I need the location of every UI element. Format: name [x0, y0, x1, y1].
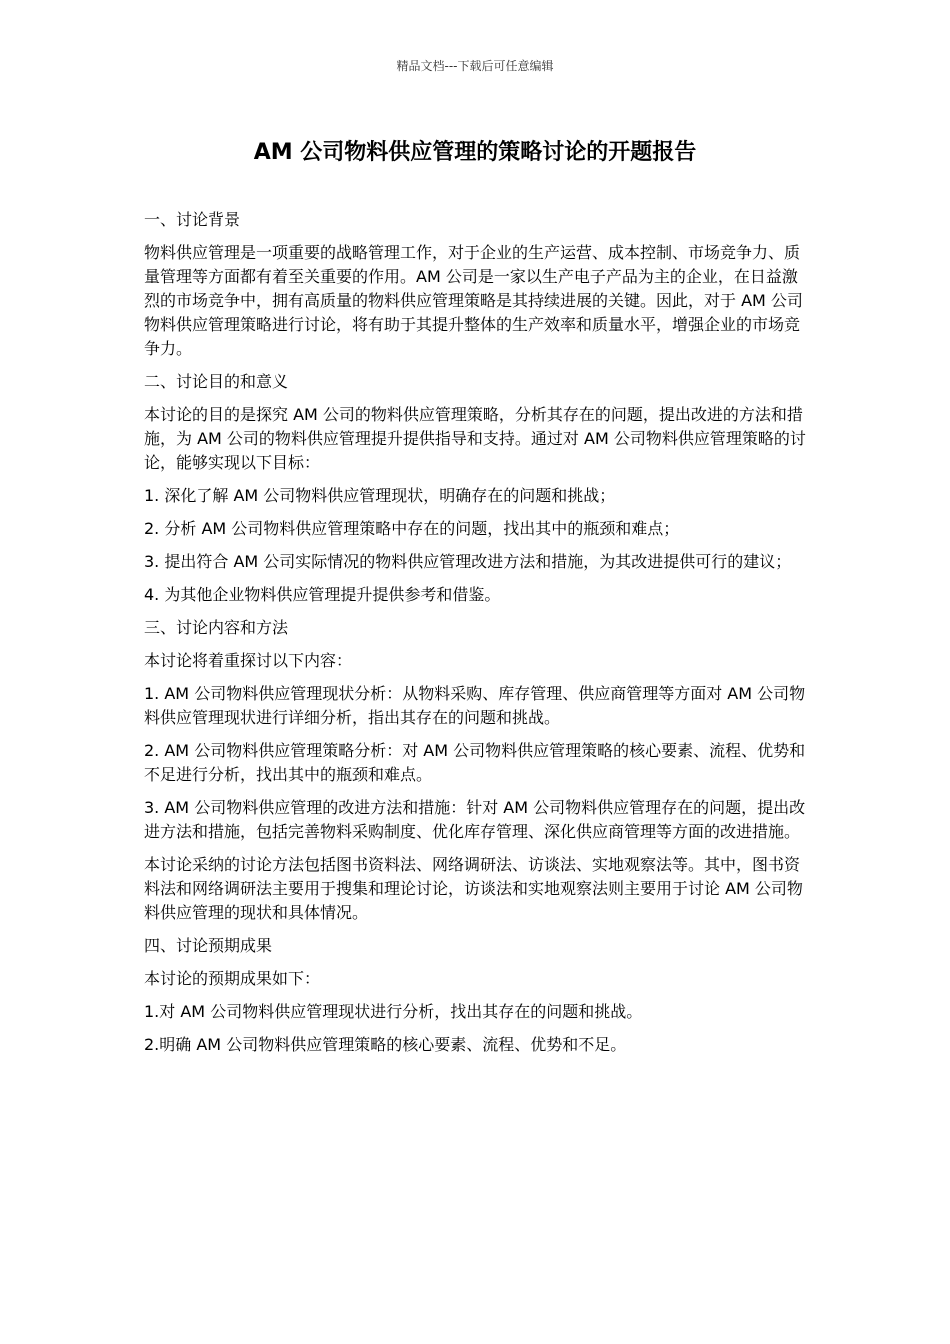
list-item-outcome-1: 1.对 AM 公司物料供应管理现状进行分析，找出其存在的问题和挑战。: [144, 1002, 643, 1021]
paragraph-methods: 本讨论采纳的讨论方法包括图书资料法、网络调研法、访谈法、实地观察法等。其中，图书资料法和网络调研法主要用于搜集和理论讨论，访谈法和实地观察法则主要用于讨论 AM 公司物料供应管理的现状和具体情况。: [144, 855, 803, 922]
list-item-goal-3: 3. 提出符合 AM 公司实际情况的物料供应管理改进方法和措施，为其改进提供可行的建议；: [144, 552, 792, 571]
list-item-goal-4: 4. 为其他企业物料供应管理提升提供参考和借鉴。: [144, 585, 501, 604]
list-item-outcome-2: 2.明确 AM 公司物料供应管理策略的核心要素、流程、优势和不足。: [144, 1035, 627, 1054]
list-item-content-1: 1. AM 公司物料供应管理现状分析：从物料采购、库存管理、供应商管理等方面对 AM 公司物料供应管理现状进行详细分析，指出其存在的问题和挑战。: [144, 684, 806, 727]
list-item-goal-1: 1. 深化了解 AM 公司物料供应管理现状，明确存在的问题和挑战；: [144, 486, 616, 505]
paragraph-outcomes-intro: 本讨论的预期成果如下：: [144, 969, 321, 988]
paragraph-content-intro: 本讨论将着重探讨以下内容：: [144, 651, 353, 670]
section-heading-purpose: 二、讨论目的和意义: [144, 372, 289, 391]
document-body: [144, 208, 808, 1066]
list-item-content-3: 3. AM 公司物料供应管理的改进方法和措施：针对 AM 公司物料供应管理存在的问题，提出改进方法和措施，包括完善物料采购制度、优化库存管理、深化供应商管理等方面的改进措施。: [144, 798, 806, 841]
section-heading-content-method: 三、讨论内容和方法: [144, 618, 289, 637]
list-item-content-2: 2. AM 公司物料供应管理策略分析：对 AM 公司物料供应管理策略的核心要素、流程、优势和不足进行分析，找出其中的瓶颈和难点。: [144, 741, 806, 784]
list-item-goal-2: 2. 分析 AM 公司物料供应管理策略中存在的问题，找出其中的瓶颈和难点；: [144, 519, 680, 538]
paragraph-purpose: 本讨论的目的是探究 AM 公司的物料供应管理策略，分析其存在的问题，提出改进的方法和措施，为 AM 公司的物料供应管理提升提供指导和支持。通过对 AM 公司物料供应管理策略的讨论，能够实现以下目标：: [144, 405, 806, 472]
document-title: AM 公司物料供应管理的策略讨论的开题报告: [253, 140, 697, 165]
section-heading-outcomes: 四、讨论预期成果: [144, 936, 273, 955]
section-heading-background: 一、讨论背景: [144, 210, 241, 229]
paragraph-background: 物料供应管理是一项重要的战略管理工作，对于企业的生产运营、成本控制、市场竞争力、质量管理等方面都有着至关重要的作用。AM 公司是一家以生产电子产品为主的企业，在日益激烈的市场竞争中，拥有高质量的物料供应管理策略是其持续进展的关键。因此，对于 AM 公司物料供应管理策略进行讨论，将有助于其提升整体的生产效率和质量水平，增强企业的市场竞争力。: [144, 243, 803, 358]
page-header-note: 精品文档---下载后可任意编辑: [396, 59, 554, 73]
